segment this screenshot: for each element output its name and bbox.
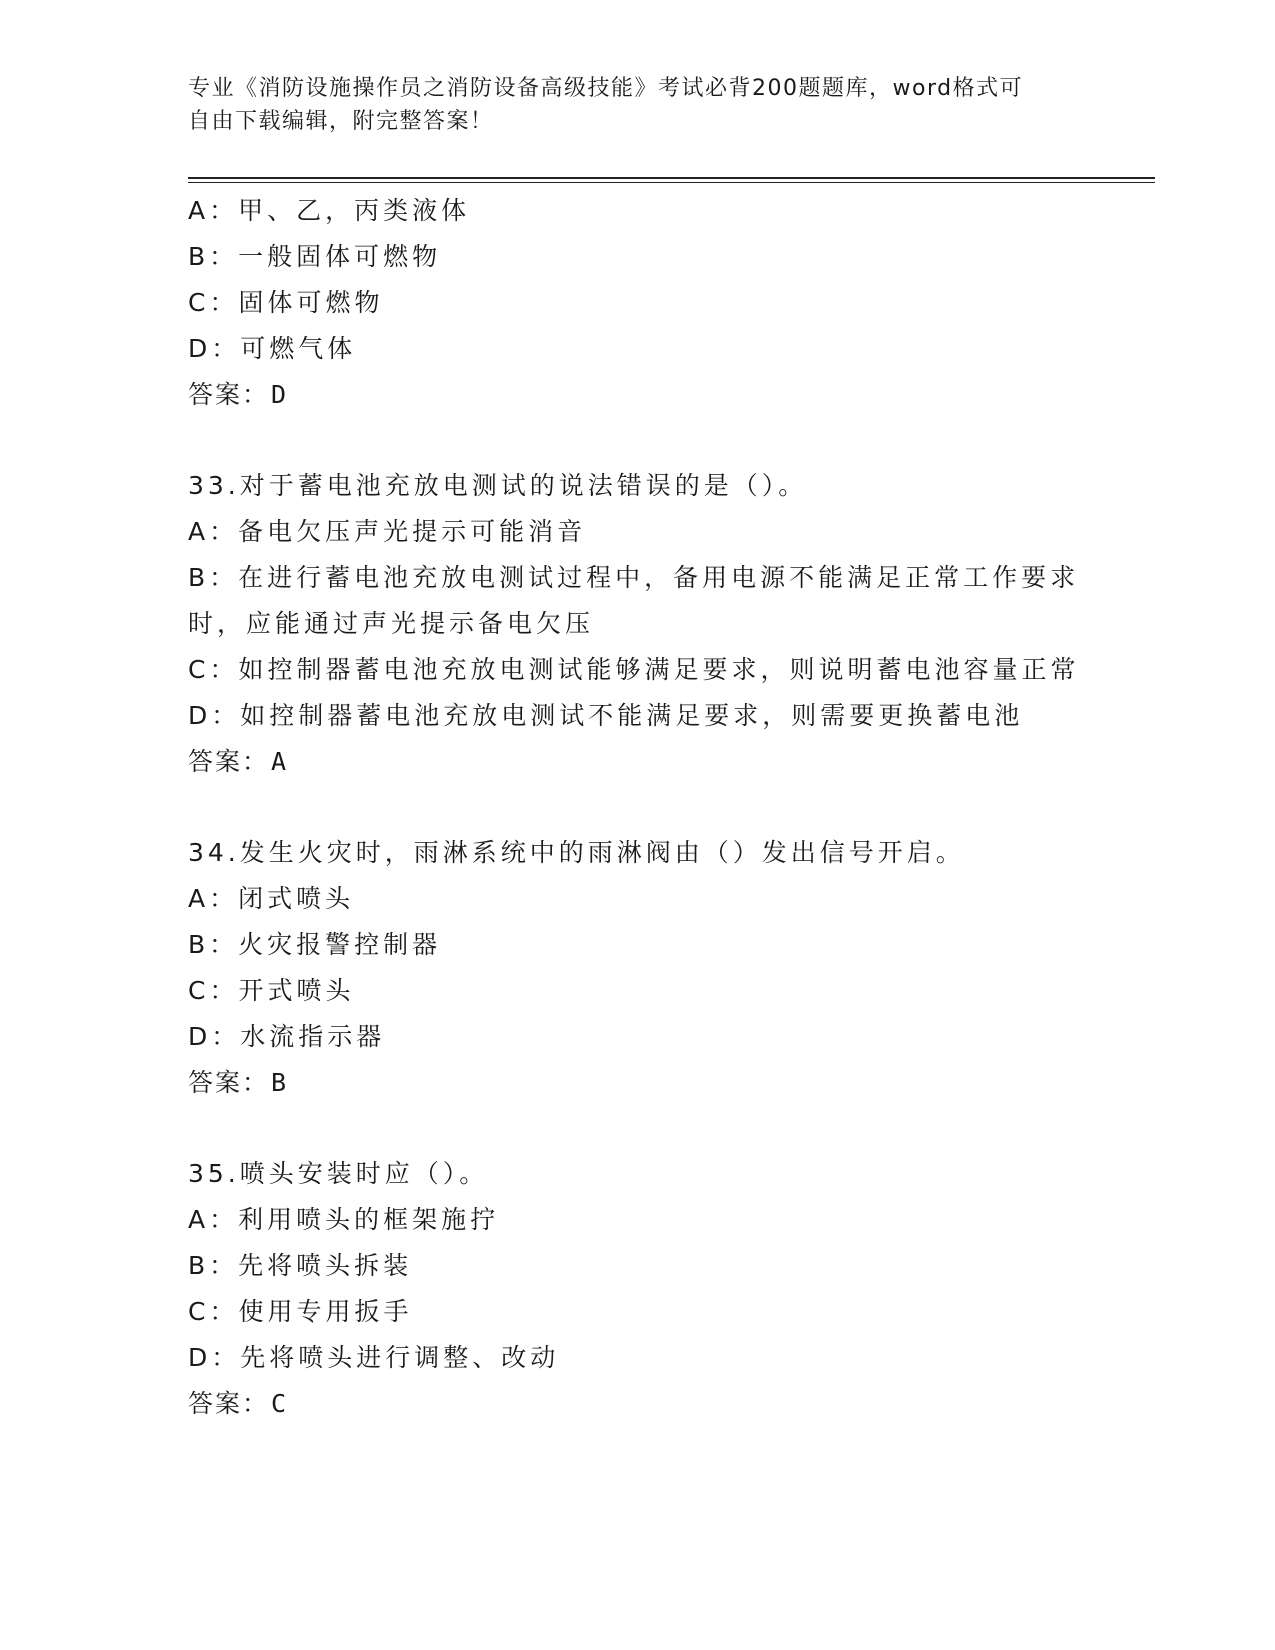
answer-label: 答案： — [188, 1389, 270, 1418]
answer-label: 答案： — [188, 380, 270, 409]
answer-line — [188, 372, 1088, 418]
question-list — [188, 188, 1088, 1427]
question-text: 33.对于蓄电池充放电测试的说法错误的是（）。 — [188, 471, 808, 500]
question-text: 35.喷头安装时应（）。 — [188, 1159, 489, 1188]
question-block-33 — [188, 463, 1088, 785]
answer-label: 答案： — [188, 1068, 270, 1097]
answer-label: 答案： — [188, 747, 270, 776]
header-line-1: 专业《消防设施操作员之消防设备高级技能》考试必背200题题库，word格式可 — [188, 76, 1024, 101]
answer-value: C — [271, 1389, 289, 1418]
option-b: B：一般固体可燃物 — [188, 242, 442, 271]
option-d: D：先将喷头进行调整、改动 — [188, 1343, 560, 1372]
answer-line — [188, 1381, 1088, 1427]
option-c: C：如控制器蓄电池充放电测试能够满足要求，则说明蓄电池容量正常 — [188, 655, 1080, 684]
option-c: C：固体可燃物 — [188, 288, 384, 317]
option-c: C：使用专用扳手 — [188, 1297, 413, 1326]
answer-value: B — [271, 1068, 289, 1097]
answer-line — [188, 739, 1088, 785]
answer-value: D — [271, 380, 289, 409]
header-divider-thin — [188, 182, 1155, 183]
answer-value: A — [271, 747, 289, 776]
header-line-2: 自由下载编辑，附完整答案！ — [188, 109, 494, 134]
answer-line — [188, 1060, 1088, 1106]
option-b: B：先将喷头拆装 — [188, 1251, 413, 1280]
option-d: D：如控制器蓄电池充放电测试不能满足要求，则需要更换蓄电池 — [188, 701, 1024, 730]
option-b-line-2: 时，应能通过声光提示备电欠压 — [188, 609, 595, 638]
option-d: D：水流指示器 — [188, 1022, 386, 1051]
option-b-line-1: B：在进行蓄电池充放电测试过程中，备用电源不能满足正常工作要求 — [188, 563, 1080, 592]
option-a: A：利用喷头的框架施拧 — [188, 1205, 500, 1234]
option-d: D：可燃气体 — [188, 334, 357, 363]
question-block-34 — [188, 830, 1088, 1106]
option-a: A：甲、乙，丙类液体 — [188, 196, 471, 225]
option-b: B：火灾报警控制器 — [188, 930, 442, 959]
document-header — [188, 72, 1088, 138]
option-a: A：备电欠压声光提示可能消音 — [188, 517, 587, 546]
question-text: 34.发生火灾时，雨淋系统中的雨淋阀由（）发出信号开启。 — [188, 838, 965, 867]
option-c: C：开式喷头 — [188, 976, 355, 1005]
question-block-32 — [188, 188, 1088, 418]
option-a: A：闭式喷头 — [188, 884, 355, 913]
header-divider-thick — [188, 177, 1155, 179]
question-block-35 — [188, 1151, 1088, 1427]
